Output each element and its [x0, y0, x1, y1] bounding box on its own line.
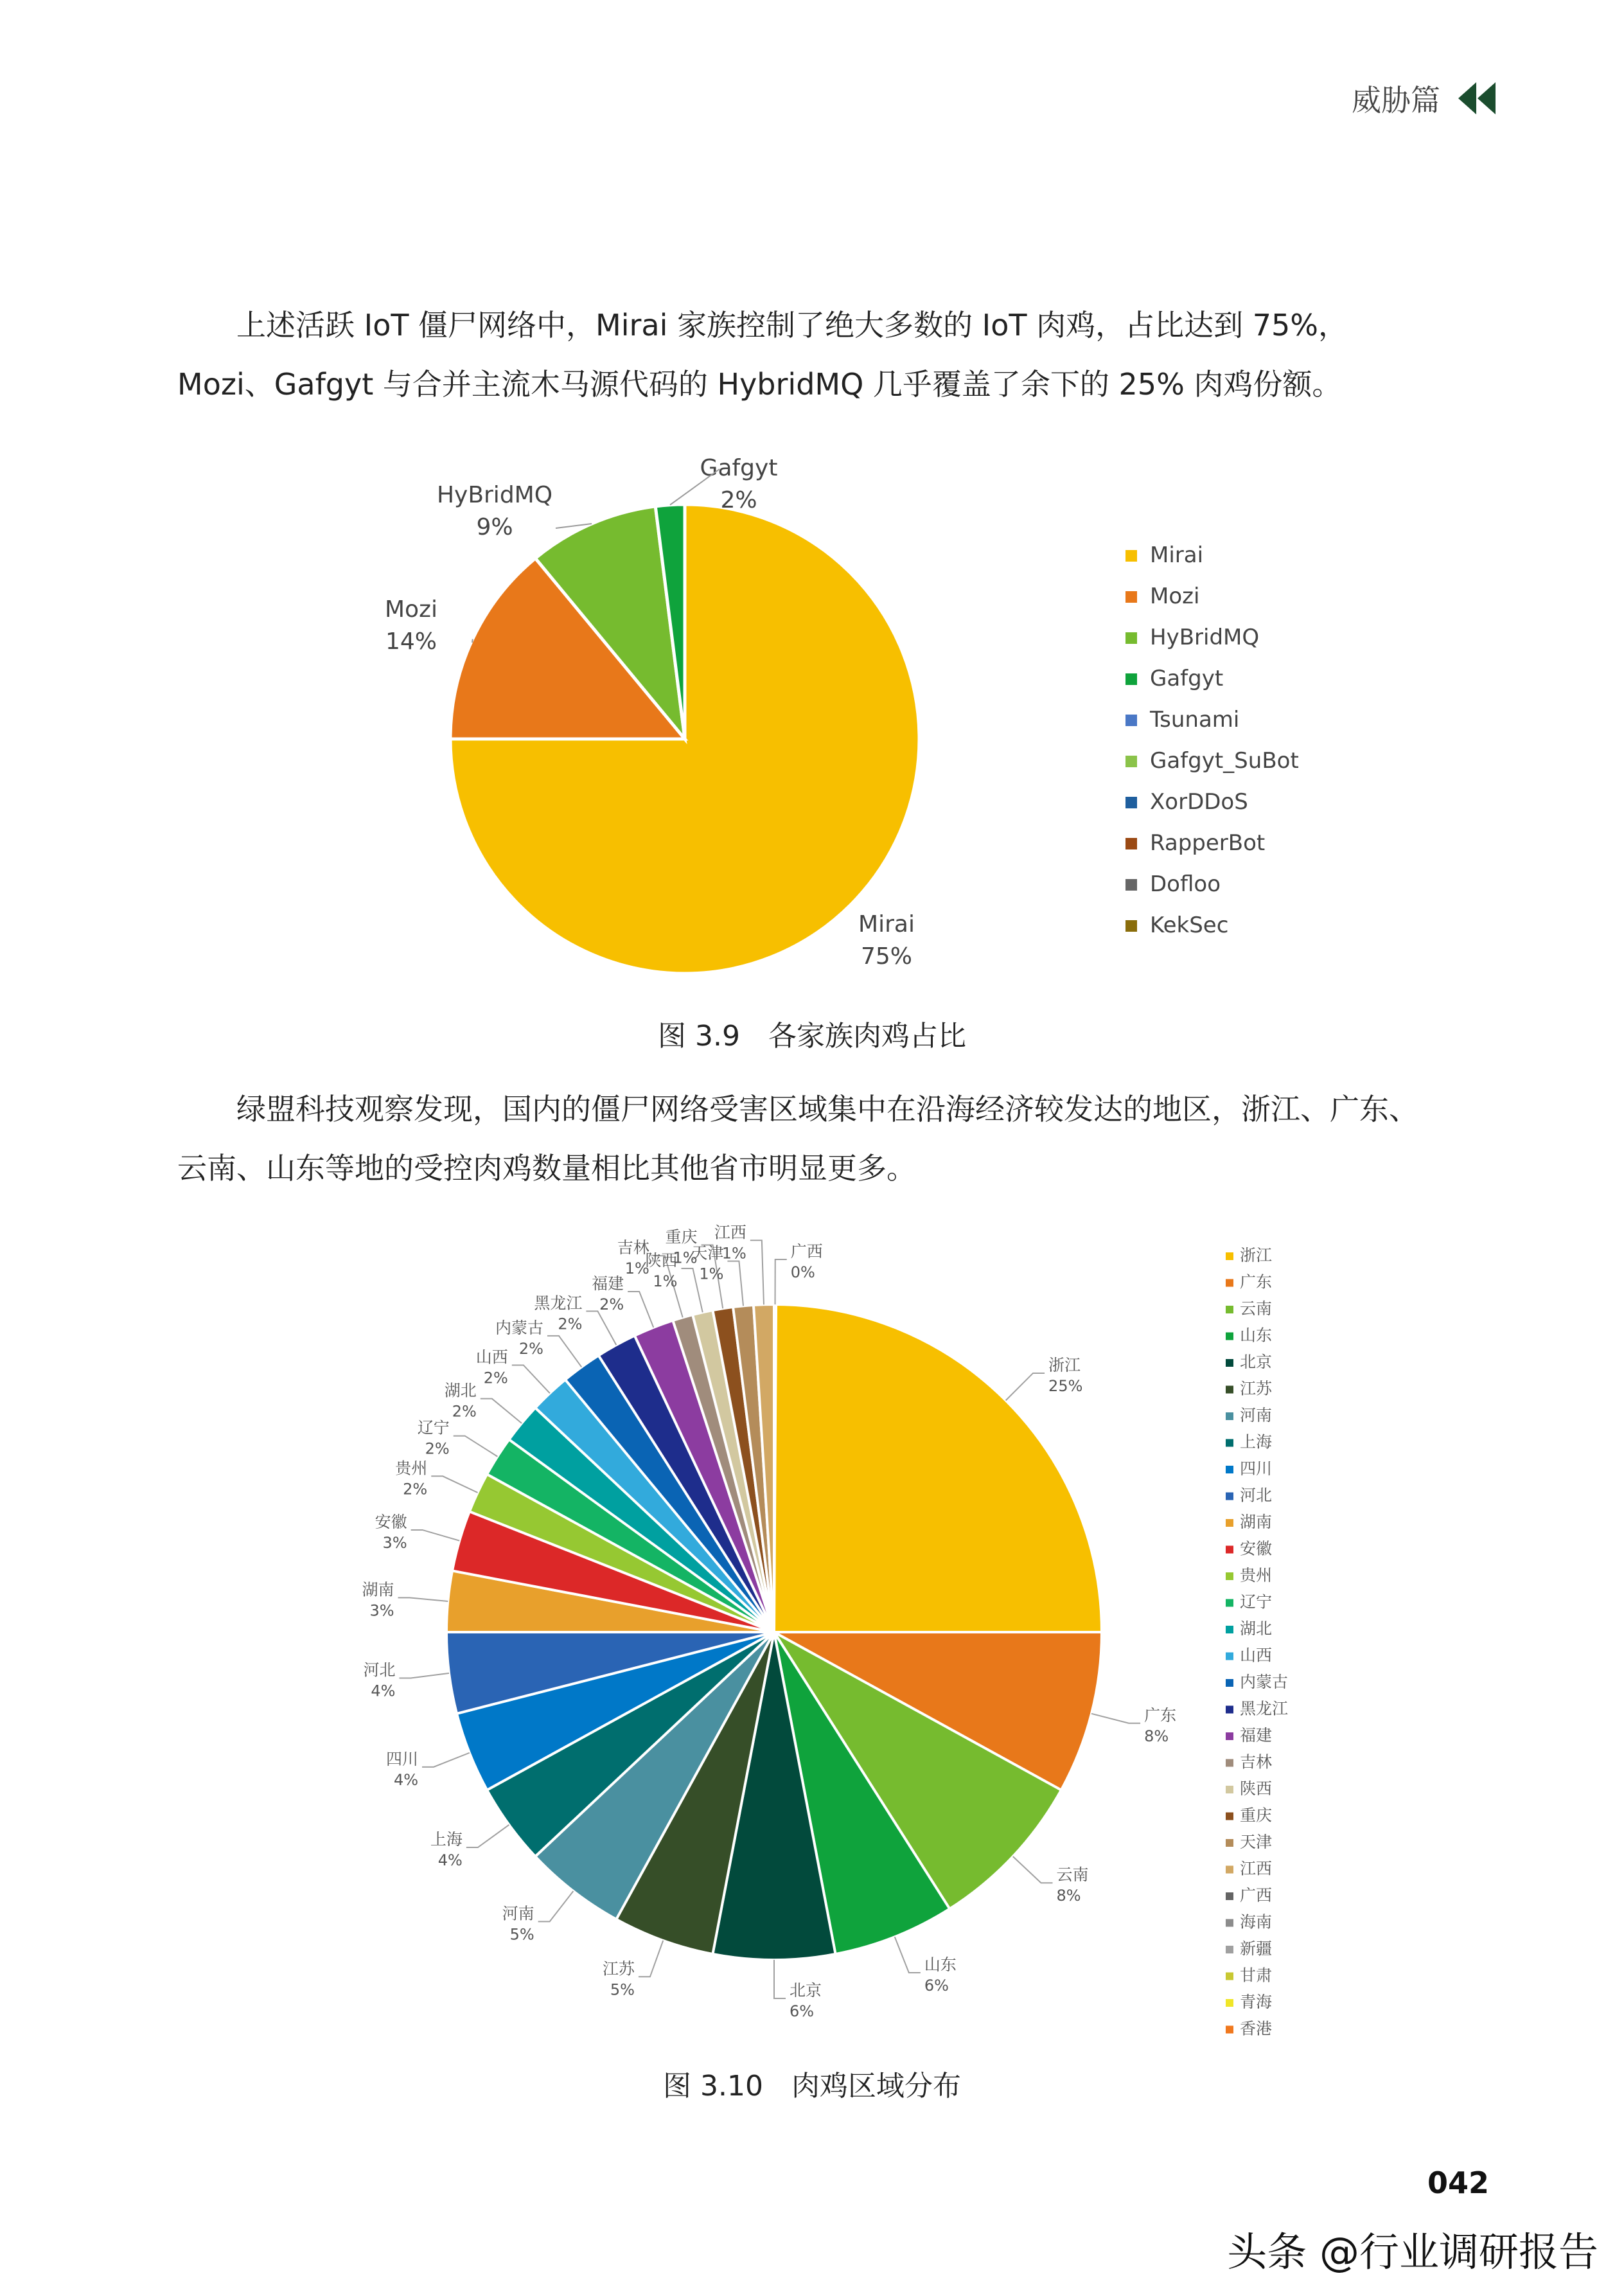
legend-swatch-山东: [1226, 1333, 1233, 1340]
leader-line: [411, 1530, 460, 1541]
legend-label-上海: 上海: [1240, 1432, 1273, 1452]
page-number: 042: [1427, 2165, 1489, 2200]
slice-label-name: 江西: [714, 1223, 746, 1242]
slice-label-name: 贵州: [395, 1459, 428, 1478]
slice-label-value: 6%: [924, 1976, 949, 1995]
slice-label-value: 6%: [790, 2002, 815, 2020]
slice-label-name: 内蒙古: [495, 1318, 543, 1337]
slice-label-value: 2%: [452, 1402, 477, 1421]
slice-label-name: 湖北: [444, 1381, 477, 1400]
legend-swatch-浙江: [1226, 1252, 1233, 1260]
legend-label-mozi: Mozi: [1150, 583, 1200, 609]
intro-paragraph: [177, 296, 1462, 414]
leader-line: [481, 1399, 522, 1423]
figure-caption-3-10: 图 3.10 肉鸡区域分布: [663, 2070, 961, 2103]
legend-swatch-湖南: [1226, 1519, 1233, 1527]
paragraph-line: 上述活跃 IoT 僵尸网络中，Mirai 家族控制了绝大多数的 IoT 肉鸡，占比达到 75%，: [236, 308, 1348, 342]
legend-swatch-江苏: [1226, 1386, 1233, 1394]
legend-label-贵州: 贵州: [1240, 1566, 1273, 1585]
slice-label-name: 北京: [790, 1981, 822, 2000]
legend-label-广西: 广西: [1240, 1886, 1273, 1905]
slice-label-name: 福建: [592, 1274, 624, 1294]
legend-label-浙江: 浙江: [1240, 1246, 1273, 1265]
paragraph-line: 绿盟科技观察发现，国内的僵尸网络受害区域集中在沿海经济较发达的地区，浙江、广东、: [236, 1092, 1418, 1126]
legend-label-天津: 天津: [1240, 1833, 1273, 1851]
legend-swatch-甘肃: [1226, 1973, 1233, 1980]
slice-label-name: 湖南: [362, 1580, 394, 1599]
leader-line: [670, 469, 719, 505]
legend-swatch-hybridmq: [1125, 632, 1137, 644]
legend-label-河南: 河南: [1240, 1406, 1273, 1425]
leader-line: [399, 1673, 449, 1678]
legend-label-山西: 山西: [1240, 1646, 1273, 1665]
slice-label-name: 安徽: [375, 1512, 407, 1531]
legend-label-hybridmq: HyBridMQ: [1150, 625, 1260, 650]
legend-label-江西: 江西: [1240, 1859, 1273, 1878]
slice-label-value: 0%: [790, 1263, 815, 1282]
slice-label-value: 5%: [610, 1980, 635, 1999]
legend-label-dofloo: Dofloo: [1150, 871, 1221, 897]
slice-label-value: 1%: [624, 1259, 649, 1278]
legend-swatch-dofloo: [1125, 879, 1137, 891]
slice-label-value: 3%: [382, 1533, 407, 1552]
legend-label-湖南: 湖南: [1240, 1513, 1273, 1531]
legend-label-mirai: Mirai: [1150, 542, 1204, 568]
legend-label-青海: 青海: [1240, 1993, 1273, 2011]
legend-label-广东: 广东: [1240, 1272, 1273, 1292]
slice-label-value: 2%: [425, 1439, 450, 1458]
slice-label-value: 4%: [437, 1851, 463, 1870]
legend-label-山东: 山东: [1240, 1326, 1273, 1345]
slice-label-name: HyBridMQ: [436, 482, 553, 508]
leader-line: [628, 1292, 653, 1328]
slice-label-name: 河北: [363, 1660, 396, 1680]
slice-label-name: 江苏: [602, 1959, 635, 1978]
slice-label-name: 吉林: [617, 1238, 649, 1258]
slice-label-name: 浙江: [1048, 1355, 1081, 1374]
leader-line: [1006, 1373, 1045, 1400]
slice-label-value: 1%: [673, 1249, 698, 1267]
slice-label-name: 广西: [790, 1242, 823, 1261]
legend-swatch-重庆: [1226, 1813, 1233, 1820]
legend-swatch-广东: [1226, 1279, 1233, 1287]
legend-swatch-河北: [1226, 1493, 1233, 1500]
leader-line: [466, 1825, 509, 1847]
slice-label-value: 9%: [476, 514, 513, 540]
slice-label-value: 3%: [369, 1601, 394, 1620]
leader-line: [639, 1941, 663, 1977]
leader-line: [586, 1311, 616, 1346]
section-title: 威胁篇: [1352, 83, 1440, 118]
legend-swatch-天津: [1226, 1839, 1233, 1847]
legend-swatch-北京: [1226, 1359, 1233, 1367]
legend-label-tsunami: Tsunami: [1150, 707, 1240, 733]
legend-label-安徽: 安徽: [1240, 1539, 1273, 1558]
legend-swatch-安徽: [1226, 1546, 1233, 1554]
slice-label-value: 2%: [403, 1480, 428, 1498]
leader-line: [422, 1753, 470, 1767]
leader-line: [727, 1261, 743, 1306]
slice-label-value: 2%: [483, 1369, 508, 1387]
slice-label-value: 1%: [699, 1265, 724, 1283]
legend-swatch-香港: [1226, 2026, 1233, 2034]
legend-swatch-内蒙古: [1226, 1679, 1233, 1687]
region-paragraph: [177, 1080, 1462, 1198]
slice-label-name: 辽宁: [417, 1418, 450, 1437]
legend-swatch-福建: [1226, 1732, 1233, 1740]
legend-label-gafgyt-subot: Gafgyt_SuBot: [1150, 748, 1299, 774]
slice-label-value: 8%: [1056, 1887, 1081, 1905]
slice-label-value: 1%: [653, 1272, 678, 1290]
legend-swatch-黑龙江: [1226, 1706, 1233, 1714]
slice-label-value: 2%: [558, 1315, 583, 1333]
legend-label-新疆: 新疆: [1240, 1939, 1273, 1958]
legend-swatch-湖北: [1226, 1626, 1233, 1633]
slice-label-name: 重庆: [665, 1227, 698, 1247]
leader-line: [774, 1960, 786, 1998]
slice-label-name: 河南: [502, 1904, 534, 1923]
legend-swatch-海南: [1226, 1919, 1233, 1927]
page-header: [1352, 77, 1496, 120]
legend-swatch-广西: [1226, 1892, 1233, 1900]
legend-label-湖北: 湖北: [1240, 1619, 1273, 1638]
legend-swatch-新疆: [1226, 1946, 1233, 1953]
legend-label-海南: 海南: [1240, 1912, 1273, 1932]
legend-swatch-河南: [1226, 1412, 1233, 1420]
slice-label-value: 4%: [371, 1682, 396, 1700]
paragraph-line: Mozi、Gafgyt 与合并主流木马源代码的 HybridMQ 几乎覆盖了余下的 25% 肉鸡份额。: [177, 367, 1342, 402]
slice-label-name: 天津: [691, 1243, 724, 1263]
leader-line: [512, 1365, 550, 1393]
legend-swatch-rapperbot: [1125, 838, 1137, 849]
legend-swatch-江西: [1226, 1866, 1233, 1874]
legend-swatch-上海: [1226, 1439, 1233, 1447]
leader-line: [1013, 1856, 1053, 1883]
family-pie-chart: [0, 443, 1624, 1022]
legend-swatch-xorddos: [1125, 797, 1137, 808]
slice-label-name: Mozi: [385, 596, 437, 623]
legend-swatch-陕西: [1226, 1786, 1233, 1793]
legend-swatch-gafgyt-subot: [1125, 756, 1137, 767]
slice-label-name: Mirai: [858, 911, 915, 938]
double-chevron-left-icon: [1458, 82, 1496, 114]
slice-label-name: 云南: [1056, 1865, 1089, 1885]
slice-label-name: 上海: [430, 1830, 463, 1849]
slice-label-name: 山东: [924, 1955, 957, 1974]
slice-label-name: 山西: [475, 1347, 508, 1367]
slice-label-name: 广东: [1144, 1705, 1177, 1725]
legend-label-内蒙古: 内蒙古: [1240, 1673, 1289, 1691]
watermark: 头条 @行业调研报告: [1227, 2228, 1598, 2275]
leader-line: [775, 1259, 787, 1304]
legend-label-keksec: KekSec: [1150, 912, 1229, 938]
legend-swatch-云南: [1226, 1306, 1233, 1313]
legend-swatch-gafgyt: [1125, 673, 1137, 685]
legend-label-xorddos: XorDDoS: [1150, 789, 1248, 815]
legend-swatch-四川: [1226, 1466, 1233, 1473]
slice-label-value: 1%: [721, 1244, 746, 1263]
slice-label-value: 2%: [599, 1295, 624, 1314]
legend-label-重庆: 重庆: [1240, 1806, 1273, 1825]
slice-label-value: 2%: [518, 1339, 543, 1358]
figure-caption-3-9: 图 3.9 各家族肉鸡占比: [658, 1020, 966, 1053]
legend-label-江苏: 江苏: [1240, 1379, 1273, 1398]
legend-label-gafgyt: Gafgyt: [1150, 666, 1224, 691]
leader-line: [547, 1336, 581, 1367]
legend-label-黑龙江: 黑龙江: [1240, 1699, 1289, 1718]
legend-swatch-tsunami: [1125, 715, 1137, 726]
legend-label-福建: 福建: [1240, 1726, 1273, 1745]
legend-label-rapperbot: RapperBot: [1150, 830, 1266, 856]
legend-swatch-青海: [1226, 1999, 1233, 2007]
legend-swatch-贵州: [1226, 1572, 1233, 1580]
legend-swatch-吉林: [1226, 1759, 1233, 1767]
slice-label-value: 4%: [393, 1770, 419, 1789]
legend-label-吉林: 吉林: [1240, 1752, 1273, 1772]
leader-line: [1091, 1714, 1140, 1723]
leader-line: [895, 1937, 921, 1973]
leader-line: [431, 1476, 477, 1493]
legend-label-河北: 河北: [1240, 1486, 1273, 1505]
legend-swatch-辽宁: [1226, 1599, 1233, 1607]
legend-label-云南: 云南: [1240, 1299, 1273, 1318]
slice-label-name: 四川: [386, 1749, 419, 1768]
slice-label-value: 8%: [1144, 1727, 1169, 1745]
region-pie-chart: [0, 1221, 1624, 2056]
slice-label-name: 陕西: [645, 1250, 678, 1270]
slice-label-name: Gafgyt: [700, 455, 778, 481]
legend-label-香港: 香港: [1240, 2019, 1273, 2038]
leader-line: [538, 1891, 574, 1921]
legend-swatch-keksec: [1125, 920, 1137, 932]
slice-label-value: 75%: [860, 943, 913, 970]
paragraph-line: 云南、山东等地的受控肉鸡数量相比其他省市明显更多。: [177, 1151, 916, 1186]
leader-line: [454, 1436, 498, 1457]
legend-label-甘肃: 甘肃: [1240, 1966, 1273, 1985]
leader-line: [472, 639, 473, 643]
slice-label-name: 黑龙江: [534, 1294, 583, 1313]
legend-swatch-mirai: [1125, 550, 1137, 562]
slice-label-value: 2%: [720, 487, 757, 513]
legend-swatch-mozi: [1125, 591, 1137, 603]
legend-swatch-山西: [1226, 1653, 1233, 1660]
slice-label-value: 25%: [1048, 1376, 1083, 1395]
legend-label-辽宁: 辽宁: [1240, 1592, 1273, 1612]
pie-slice-浙江: [774, 1304, 1102, 1632]
legend-label-四川: 四川: [1240, 1459, 1273, 1478]
slice-label-value: 5%: [509, 1925, 534, 1944]
slice-label-value: 14%: [385, 628, 437, 655]
leader-line: [750, 1240, 764, 1304]
legend-label-陕西: 陕西: [1240, 1779, 1273, 1798]
legend-label-北京: 北京: [1240, 1353, 1273, 1371]
leader-line: [398, 1597, 448, 1601]
